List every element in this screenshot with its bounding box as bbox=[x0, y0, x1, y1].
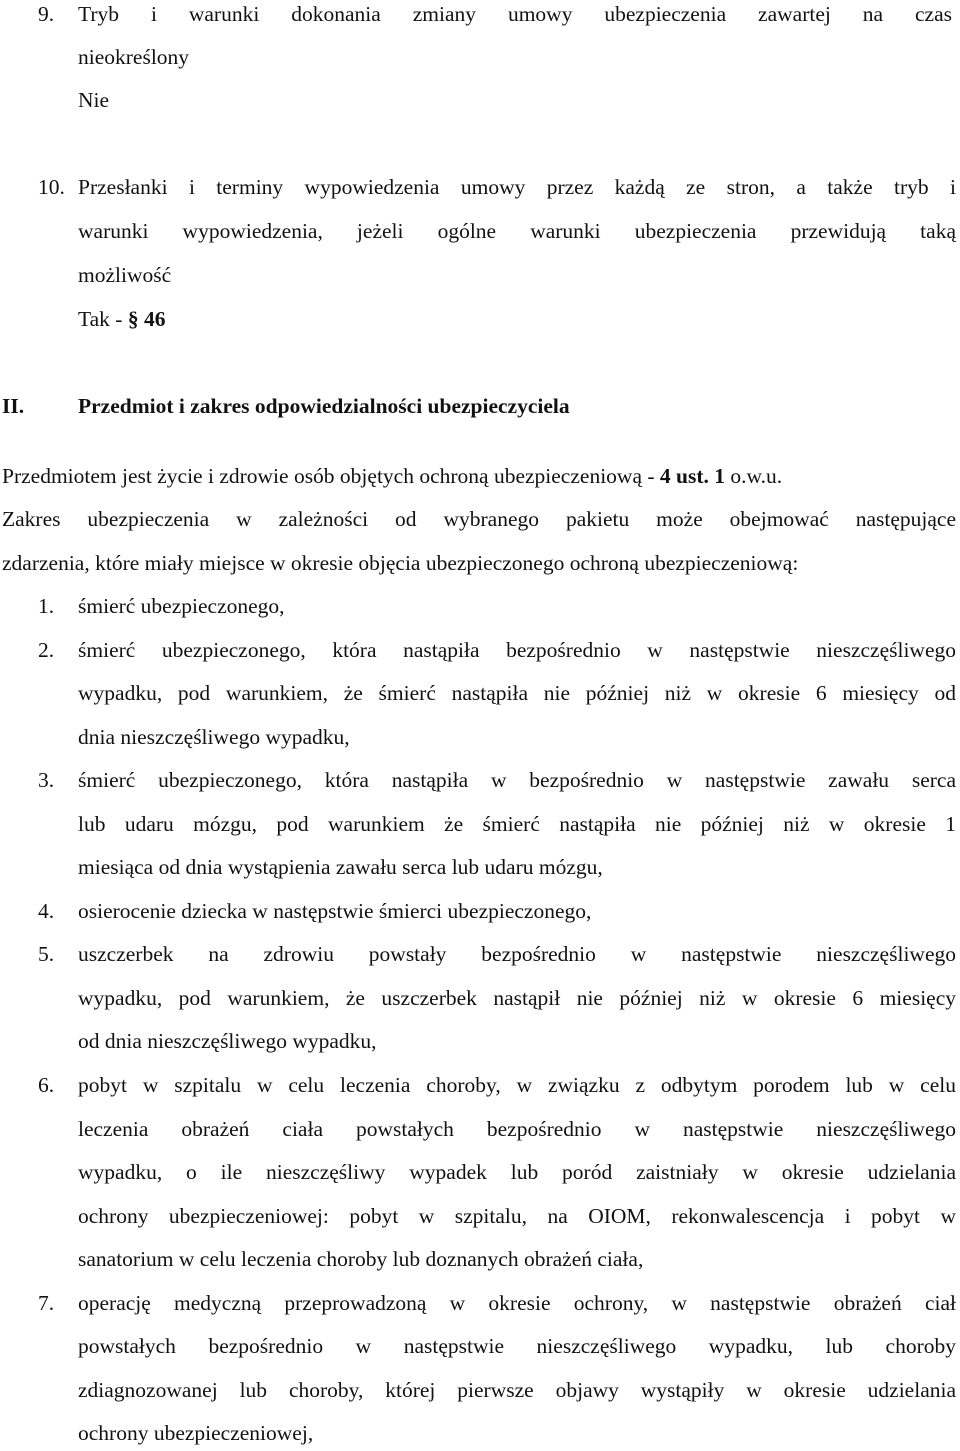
list-item-7-line-1: operację medyczną przeprowadzoną w okresie ochrony, w następstwie obrażeń ciał bbox=[78, 1291, 956, 1315]
list-item-7-line-2: powstałych bezpośrednio w następstwie nieszczęśliwego wypadku, lub choroby bbox=[78, 1334, 956, 1358]
list-number-7: 7. bbox=[38, 1291, 55, 1315]
subject-suffix: o.w.u. bbox=[730, 464, 783, 488]
scope-line-1: Zakres ubezpieczenia w zależności od wybranego pakietu może obejmować następujące bbox=[2, 507, 956, 531]
list-item-6-line-1: pobyt w szpitalu w celu leczenia choroby, w związku z odbytym porodem lub w celu bbox=[78, 1073, 956, 1097]
list-item-7-line-4: ochrony ubezpieczeniowej, bbox=[78, 1421, 314, 1445]
subject-reference: 4 ust. 1 bbox=[659, 464, 726, 488]
subject-text: Przedmiotem jest życie i zdrowie osób objętych ochroną ubezpieczeniową - bbox=[2, 464, 655, 488]
list-number-2: 2. bbox=[38, 638, 55, 662]
item-number-9: 9. bbox=[38, 2, 55, 26]
list-number-3: 3. bbox=[38, 768, 55, 792]
item-9-answer: Nie bbox=[78, 88, 110, 112]
item-number-10: 10. bbox=[38, 175, 65, 199]
list-item-5-line-1: uszczerbek na zdrowiu powstały bezpośrednio w następstwie nieszczęśliwego bbox=[78, 942, 956, 966]
item-10-answer bbox=[78, 305, 165, 333]
list-item-3-line-1: śmierć ubezpieczonego, która nastąpiła w bezpośrednio w następstwie zawału serca bbox=[78, 768, 956, 792]
list-item-5-line-3: od dnia nieszczęśliwego wypadku, bbox=[78, 1029, 377, 1053]
list-item-4-line-1: osierocenie dziecka w następstwie śmierci ubezpieczonego, bbox=[78, 899, 592, 923]
list-number-6: 6. bbox=[38, 1073, 55, 1097]
item-9-title-line-2: nieokreślony bbox=[78, 45, 190, 69]
item-10-answer-prefix: Tak - bbox=[78, 307, 123, 331]
list-number-4: 4. bbox=[38, 899, 55, 923]
list-item-1-line-1: śmierć ubezpieczonego, bbox=[78, 594, 285, 618]
list-item-3-line-2: lub udaru mózgu, pod warunkiem że śmierć nastąpiła nie później niż w okresie 1 bbox=[78, 812, 956, 836]
list-item-5-line-2: wypadku, pod warunkiem, że uszczerbek nastąpił nie później niż w okresie 6 miesięcy bbox=[78, 986, 956, 1010]
list-item-6-line-4: ochrony ubezpieczeniowej: pobyt w szpitalu, na OIOM, rekonwalescencja i pobyt w bbox=[78, 1204, 956, 1228]
item-10-title-line-3: możliwość bbox=[78, 263, 172, 287]
list-item-2-line-3: dnia nieszczęśliwego wypadku, bbox=[78, 725, 350, 749]
item-9-title-line-1: Tryb i warunki dokonania zmiany umowy ubezpieczenia zawartej na czas bbox=[78, 2, 952, 26]
item-10-answer-reference: § 46 bbox=[127, 307, 166, 331]
list-item-6-line-3: wypadku, o ile nieszczęśliwy wypadek lub poród zaistniały w okresie udzielania bbox=[78, 1160, 956, 1184]
list-number-1: 1. bbox=[38, 594, 55, 618]
list-item-6-line-2: leczenia obrażeń ciała powstałych bezpośrednio w następstwie nieszczęśliwego bbox=[78, 1117, 956, 1141]
list-item-2-line-1: śmierć ubezpieczonego, która nastąpiła bezpośrednio w następstwie nieszczęśliwego bbox=[78, 638, 956, 662]
list-item-3-line-3: miesiąca od dnia wystąpienia zawału serca lub udaru mózgu, bbox=[78, 855, 603, 879]
subject-paragraph bbox=[2, 462, 782, 490]
section-roman-numeral: II. bbox=[2, 394, 25, 418]
scope-line-2: zdarzenia, które miały miejsce w okresie objęcia ubezpieczonego ochroną ubezpieczeniową: bbox=[2, 551, 799, 575]
list-number-5: 5. bbox=[38, 942, 55, 966]
item-10-title-line-1: Przesłanki i terminy wypowiedzenia umowy przez każdą ze stron, a także tryb i bbox=[78, 175, 956, 199]
list-item-6-line-5: sanatorium w celu leczenia choroby lub doznanych obrażeń ciała, bbox=[78, 1247, 644, 1271]
list-item-2-line-2: wypadku, pod warunkiem, że śmierć nastąpiła nie później niż w okresie 6 miesięcy od bbox=[78, 681, 956, 705]
list-item-7-line-3: zdiagnozowanej lub choroby, której pierwsze objawy wystąpiły w okresie udzielania bbox=[78, 1378, 956, 1402]
section-heading: Przedmiot i zakres odpowiedzialności ubezpieczyciela bbox=[78, 394, 570, 418]
item-10-title-line-2: warunki wypowiedzenia, jeżeli ogólne warunki ubezpieczenia przewidują taką bbox=[78, 219, 956, 243]
